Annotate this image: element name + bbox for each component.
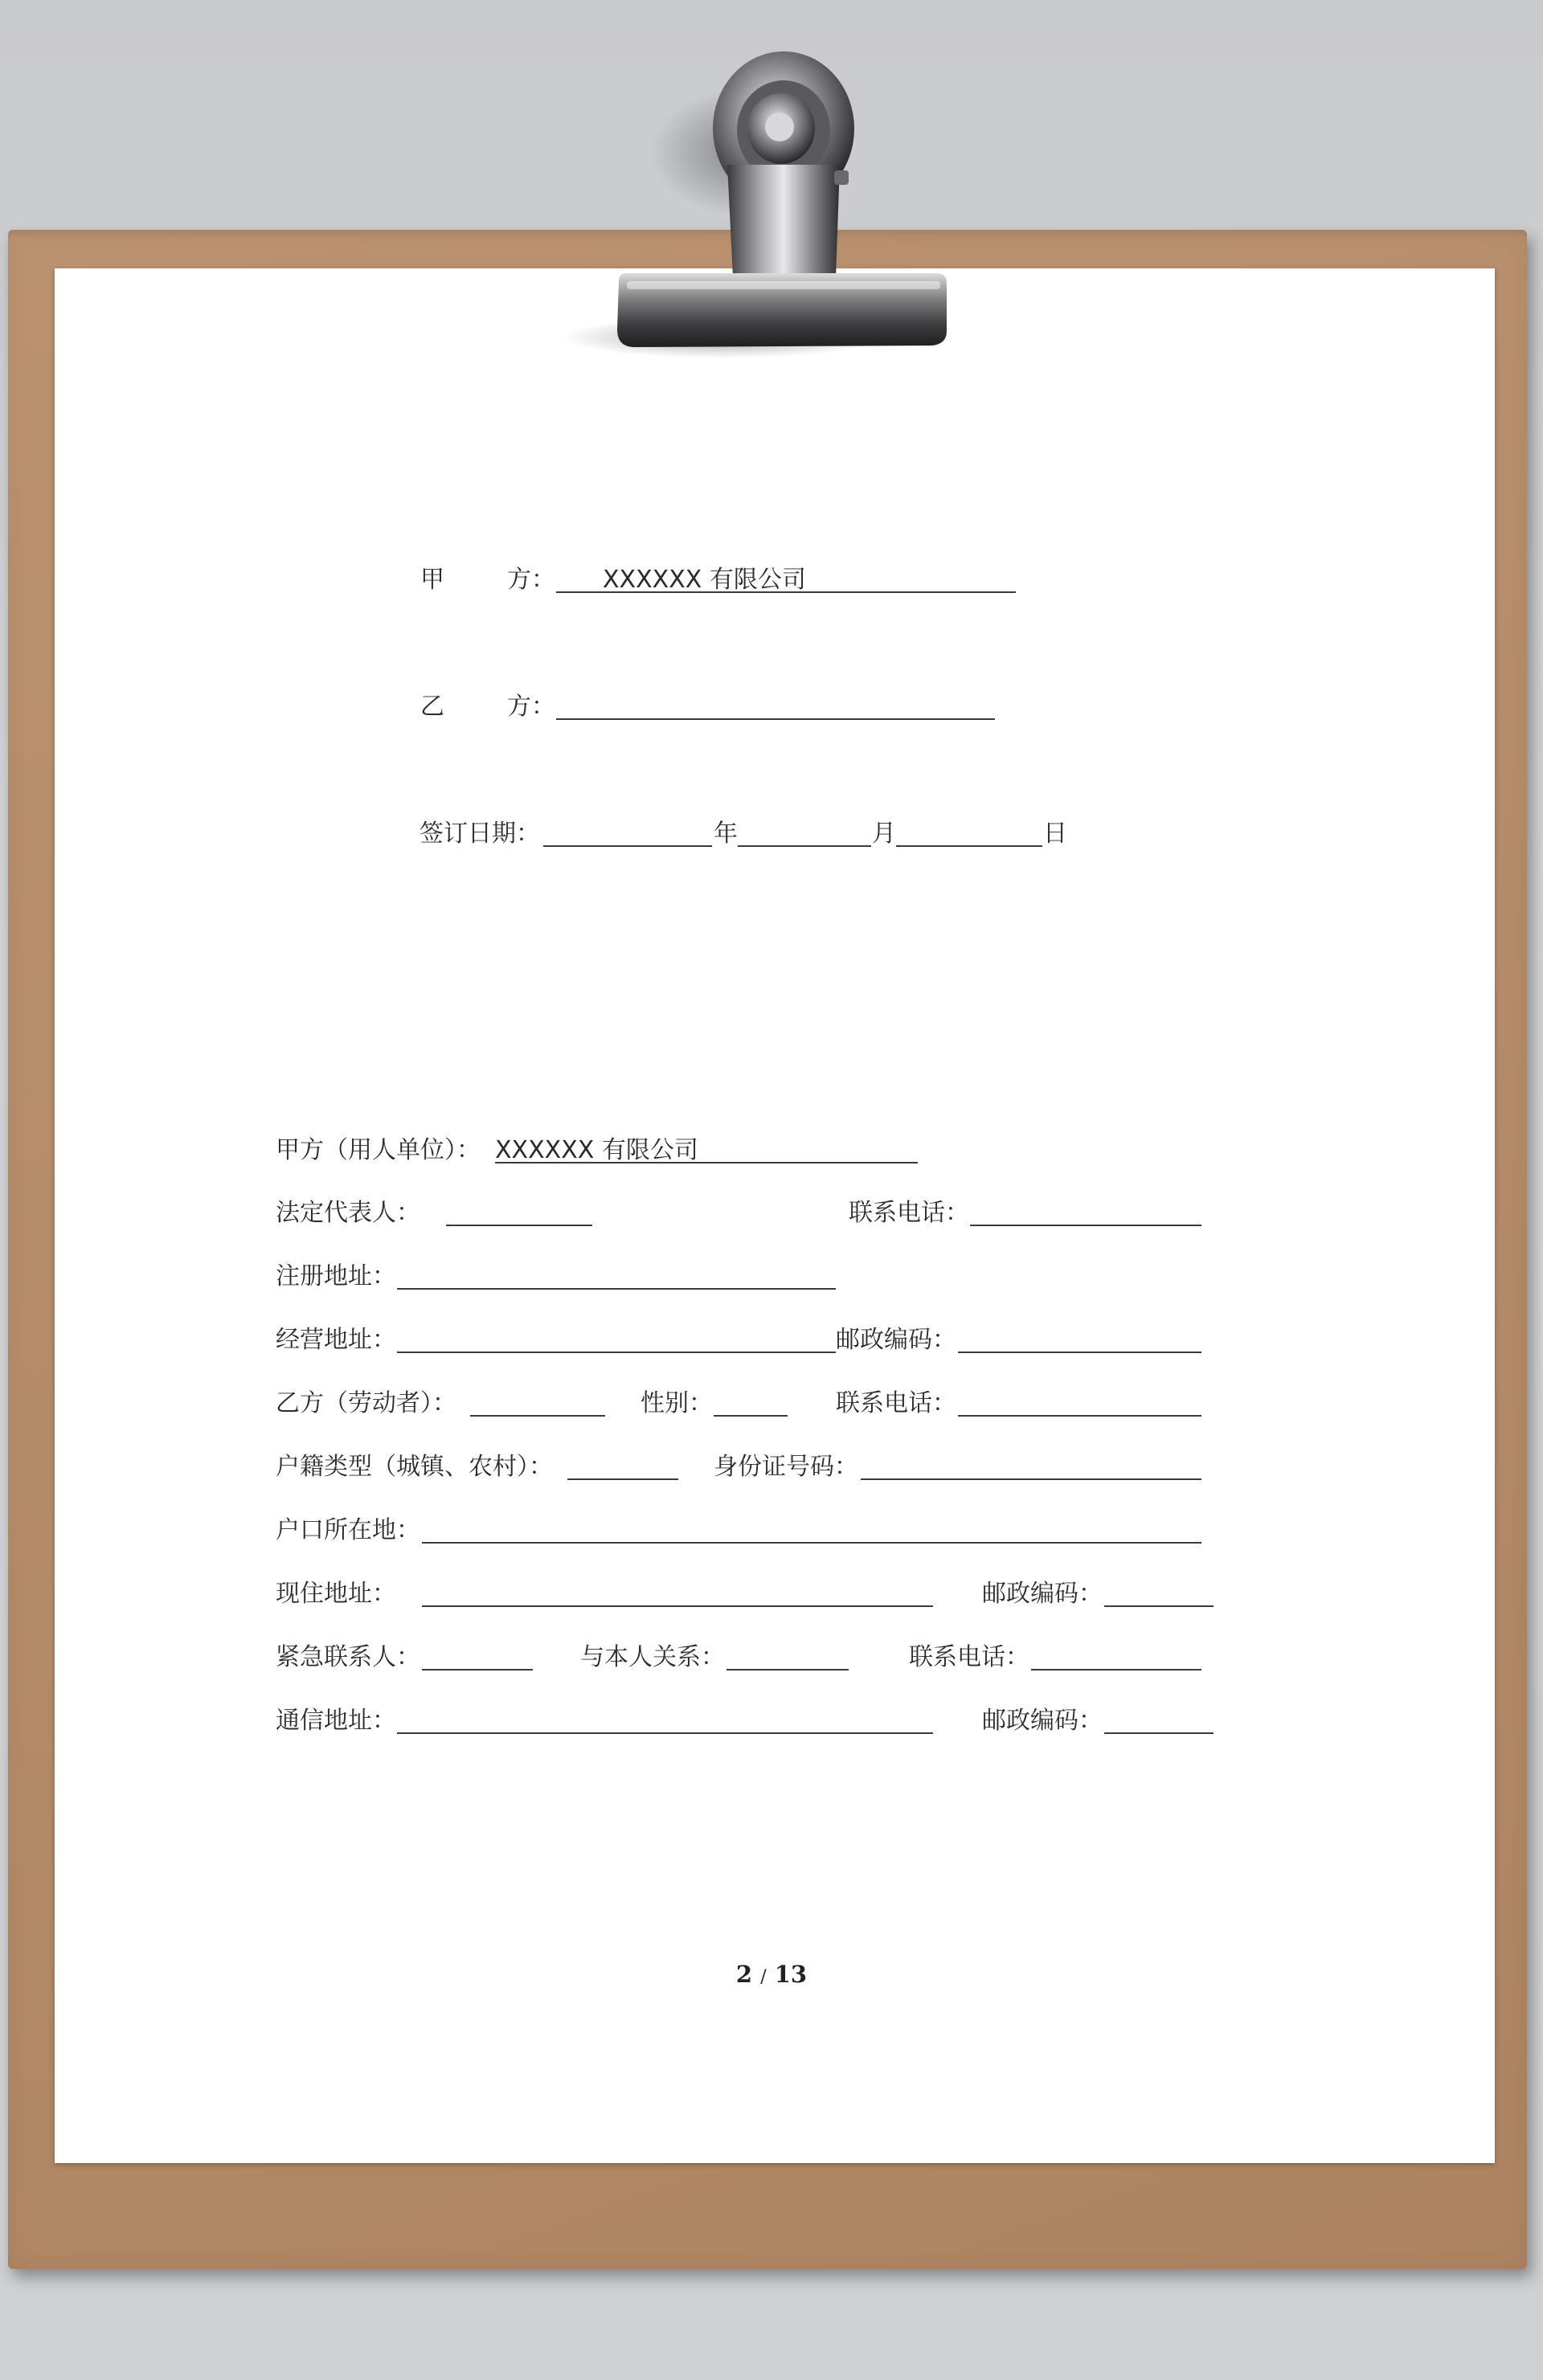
sign-year-field[interactable] [543,845,712,847]
id-number-field[interactable] [861,1478,1201,1480]
day-label: 日 [1043,820,1067,848]
emergency-contact-field[interactable] [422,1669,533,1670]
legal-rep-field[interactable] [446,1225,592,1226]
relation-label: 与本人关系： [580,1643,725,1671]
employee-phone-field[interactable] [958,1415,1201,1417]
month-label: 月 [872,820,896,848]
current-address-label: 现住地址： [276,1580,396,1608]
sign-month-field[interactable] [738,845,871,847]
reg-address-field[interactable] [397,1288,836,1290]
hukou-place-label: 户口所在地： [276,1516,420,1544]
sign-date-label: 签订日期： [420,820,540,848]
party-a-field[interactable] [556,591,1016,593]
emergency-phone-label: 联系电话： [909,1643,1029,1671]
page-total: 13 [774,1961,808,1988]
employer-field[interactable] [495,1162,918,1163]
current-postcode-field[interactable] [1104,1605,1214,1607]
party-b-field[interactable] [556,718,995,720]
party-b-label-1: 乙 [420,693,444,721]
mail-postcode-field[interactable] [1104,1732,1214,1734]
emergency-phone-field[interactable] [1031,1669,1201,1670]
biz-address-field[interactable] [397,1352,836,1353]
id-number-label: 身份证号码： [714,1453,858,1481]
employer-phone-label: 联系电话： [849,1199,969,1227]
paper-sheet [55,268,1495,2163]
mail-address-label: 通信地址： [276,1707,396,1735]
party-a-value[interactable]: XXXXXX 有限公司 [603,566,806,594]
gender-field[interactable] [714,1415,788,1417]
employee-field[interactable] [470,1415,605,1417]
gender-label: 性别： [641,1389,713,1417]
reg-address-label: 注册地址： [276,1262,396,1290]
employer-phone-field[interactable] [970,1225,1201,1226]
party-a-label-2: 方： [507,566,555,594]
sign-day-field[interactable] [896,845,1042,847]
biz-postcode-field[interactable] [958,1352,1201,1353]
employee-label: 乙方（劳动者）： [276,1389,456,1417]
current-address-field[interactable] [422,1605,933,1607]
current-postcode-label: 邮政编码： [982,1580,1103,1608]
page-current: 2 [735,1961,753,1988]
mail-address-field[interactable] [397,1732,933,1734]
hukou-type-label: 户籍类型（城镇、农村）： [276,1453,553,1481]
emergency-contact-label: 紧急联系人： [276,1643,420,1671]
hukou-type-field[interactable] [567,1478,678,1480]
party-a-label-1: 甲 [420,566,444,594]
page-separator: / [760,1967,767,1987]
employee-phone-label: 联系电话： [836,1389,956,1417]
year-label: 年 [714,820,738,848]
page-number [0,1961,1543,1988]
hukou-place-field[interactable] [422,1542,1201,1544]
biz-address-label: 经营地址： [276,1326,396,1354]
biz-postcode-label: 邮政编码： [836,1326,956,1354]
relation-field[interactable] [726,1669,849,1670]
legal-rep-label: 法定代表人： [276,1199,420,1227]
mail-postcode-label: 邮政编码： [982,1707,1103,1735]
employer-label: 甲方（用人单位）： [276,1136,481,1164]
party-b-label-2: 方： [507,693,555,721]
clipboard-edge [8,230,1527,238]
employer-value[interactable]: XXXXXX 有限公司 [495,1136,698,1164]
